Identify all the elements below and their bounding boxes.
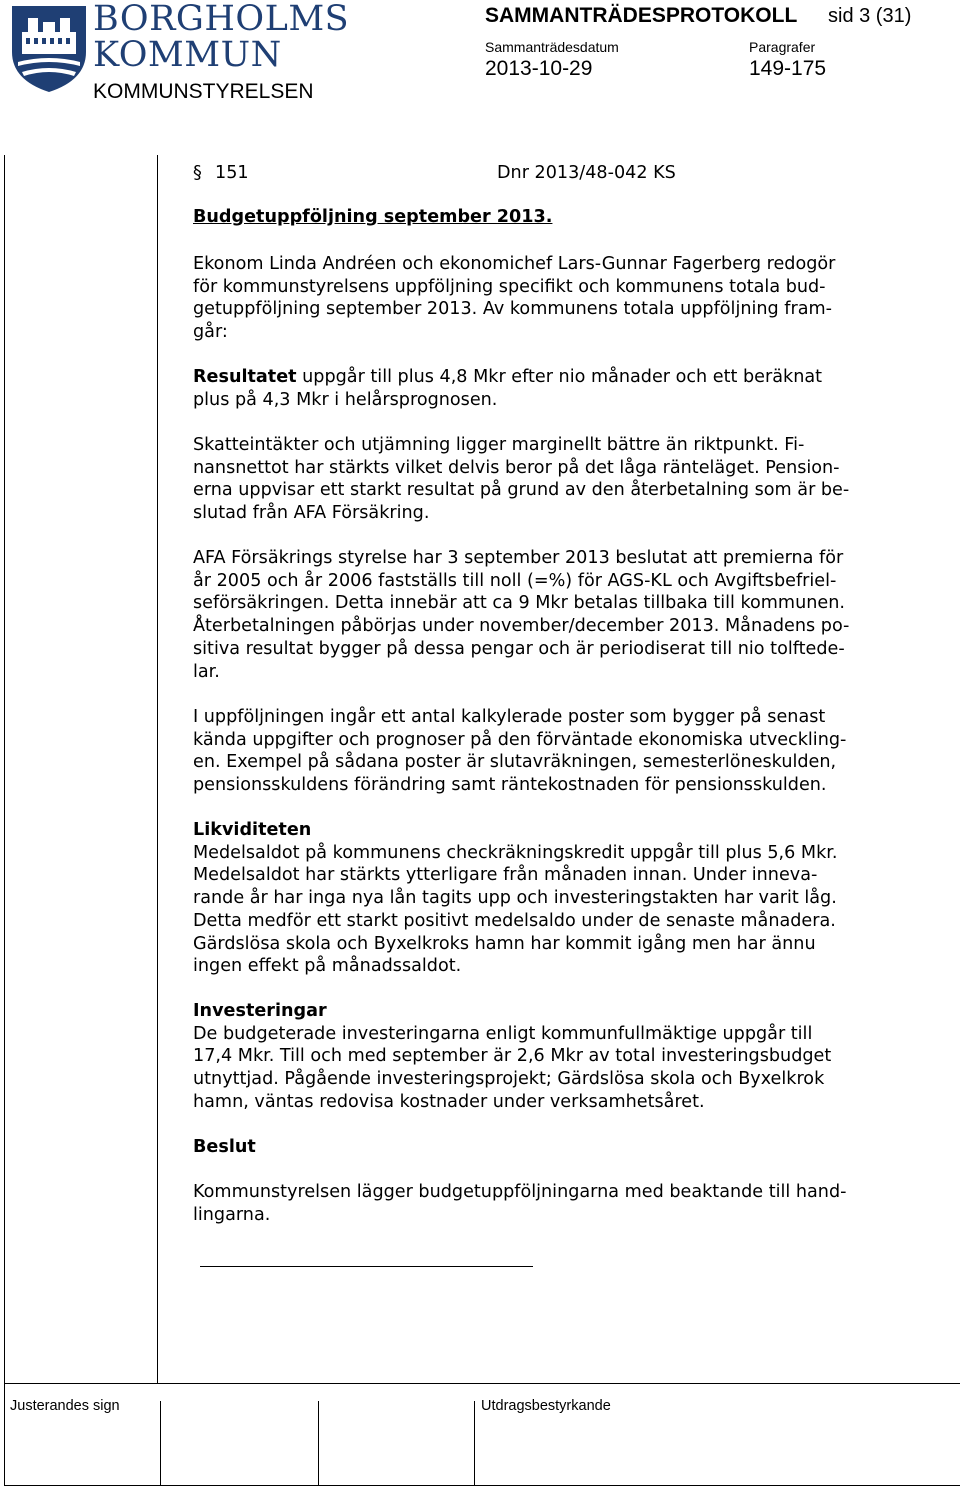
paragraph-symbol: § — [193, 163, 202, 183]
text-line: Återbetalningen påbörjas under november/december 2013. Månadens po- — [193, 616, 850, 637]
text-line: plus på 4,3 Mkr i helårsprognosen. — [193, 389, 498, 410]
organization-department: KOMMUNSTYRELSEN — [93, 80, 314, 103]
paragraph-calculated-items — [193, 706, 846, 797]
organization-name-line1: BORGHOLMS — [93, 0, 350, 39]
text-line: Gärdslösa skola och Byxelkroks hamn har kommit igång men har ännu — [193, 933, 816, 954]
paragraph-afa — [193, 547, 849, 683]
sign-box-line-2 — [318, 1401, 319, 1485]
frame-margin-line — [157, 155, 158, 1383]
signature-label: Justerandes sign — [10, 1398, 120, 1414]
paragraph-tax-revenue — [193, 434, 849, 525]
sign-box-line-1 — [160, 1401, 161, 1485]
paragraph-intro — [193, 253, 835, 344]
municipality-crest-icon — [8, 2, 90, 94]
sign-box-line-3 — [474, 1401, 475, 1485]
text-line: går: — [193, 322, 228, 343]
item-title: Budgetuppföljning september 2013. — [193, 207, 553, 227]
text-line: Medelsaldot har stärkts ytterligare från månaden innan. Under inneva- — [193, 865, 818, 886]
text-line: Medelsaldot på kommunens checkräkningskredit uppgår till plus 5,6 Mkr. — [193, 842, 838, 863]
text-line: ingen effekt på månadssaldot. — [193, 956, 462, 977]
text-line: år 2005 och år 2006 fastställs till noll (=%) för AGS-KL och Avgiftsbefriel- — [193, 570, 837, 591]
text-line: pensionsskuldens förändring samt räntekostnaden för pensionsskulden. — [193, 775, 827, 796]
section-heading-beslut: Beslut — [193, 1137, 256, 1157]
text-line: Detta medför ett starkt positivt medelsaldo under de senaste månadera. — [193, 910, 836, 931]
text-line: utnyttjad. Pågående investeringsprojekt; Gärdslösa skola och Byxelkrok — [193, 1069, 825, 1090]
result-label: Resultatet — [193, 367, 297, 387]
section-heading-likviditet: Likviditeten — [193, 820, 312, 840]
protocol-title: SAMMANTRÄDESPROTOKOLL — [485, 4, 798, 27]
end-of-item-line — [200, 1266, 533, 1267]
text-line: I uppföljningen ingår ett antal kalkylerade poster som bygger på senast — [193, 707, 826, 727]
diary-number: Dnr 2013/48-042 KS — [497, 163, 676, 183]
text-line: Skatteintäkter och utjämning ligger marginellt bättre än riktpunkt. Fi- — [193, 435, 805, 455]
text-line: lar. — [193, 661, 220, 682]
footer-top-line — [4, 1383, 960, 1384]
text-line: erna uppvisar ett starkt resultat på grund av den återbetalning som är be- — [193, 480, 850, 501]
text-line: sitiva resultat bygger på dessa pengar och är periodiserat till nio tolftede- — [193, 638, 845, 659]
text-line: getuppföljning september 2013. Av kommunens totala uppföljning fram- — [193, 299, 832, 320]
text-line: Ekonom Linda Andréen och ekonomichef Lars-Gunnar Fagerberg redogör — [193, 254, 836, 274]
paragraphs-label: Paragrafer — [749, 39, 816, 55]
text-line: nansnettot har stärkts vilket delvis beror på det låga ränteläget. Pension- — [193, 457, 840, 478]
text-line: en. Exempel på sådana poster är slutavräkningen, semesterlöneskulden, — [193, 752, 837, 773]
paragraph-result — [193, 366, 822, 411]
paragraph-liquidity — [193, 819, 838, 978]
organization-name-line2: KOMMUN — [93, 35, 282, 75]
meeting-date-label: Sammanträdesdatum — [485, 39, 619, 55]
extract-certification-label: Utdragsbestyrkande — [481, 1398, 611, 1414]
text-line: De budgeterade investeringarna enligt kommunfullmäktige uppgår till — [193, 1023, 813, 1044]
text-line: kända uppgifter och prognoser på den förväntade ekonomiska utveckling- — [193, 729, 847, 750]
text-line: 17,4 Mkr. Till och med september är 2,6 Mkr av total investeringsbudget — [193, 1046, 832, 1067]
text-line: AFA Försäkrings styrelse har 3 september 2013 beslutat att premierna för — [193, 548, 844, 568]
text-line: Kommunstyrelsen lägger budgetuppföljningarna med beaktande till hand- — [193, 1182, 847, 1202]
text-line: lingarna. — [193, 1204, 271, 1225]
text-line: uppgår till plus 4,8 Mkr efter nio månader och ett beräknat — [296, 367, 823, 387]
paragraphs-value: 149-175 — [749, 57, 827, 80]
item-number: 151 — [215, 163, 249, 183]
section-heading-investeringar: Investeringar — [193, 1001, 327, 1021]
text-line: för kommunstyrelsens uppföljning specifikt och kommunens totala bud- — [193, 276, 826, 297]
text-line: hamn, väntas redovisa kostnader under verksamhetsåret. — [193, 1091, 705, 1112]
text-line: rande år har inga nya lån tagits upp och investeringstakten har varit låg. — [193, 888, 837, 909]
page-number: sid 3 (31) — [828, 5, 912, 27]
paragraph-decision — [193, 1181, 846, 1226]
text-line: seförsäkringen. Detta innebär att ca 9 Mkr betalas tillbaka till kommunen. — [193, 593, 845, 614]
footer-bottom-line — [4, 1485, 960, 1486]
frame-left-outer-line — [4, 155, 5, 1485]
paragraph-investments — [193, 1000, 831, 1114]
text-line: slutad från AFA Försäkring. — [193, 503, 430, 524]
meeting-date-value: 2013-10-29 — [485, 57, 593, 80]
